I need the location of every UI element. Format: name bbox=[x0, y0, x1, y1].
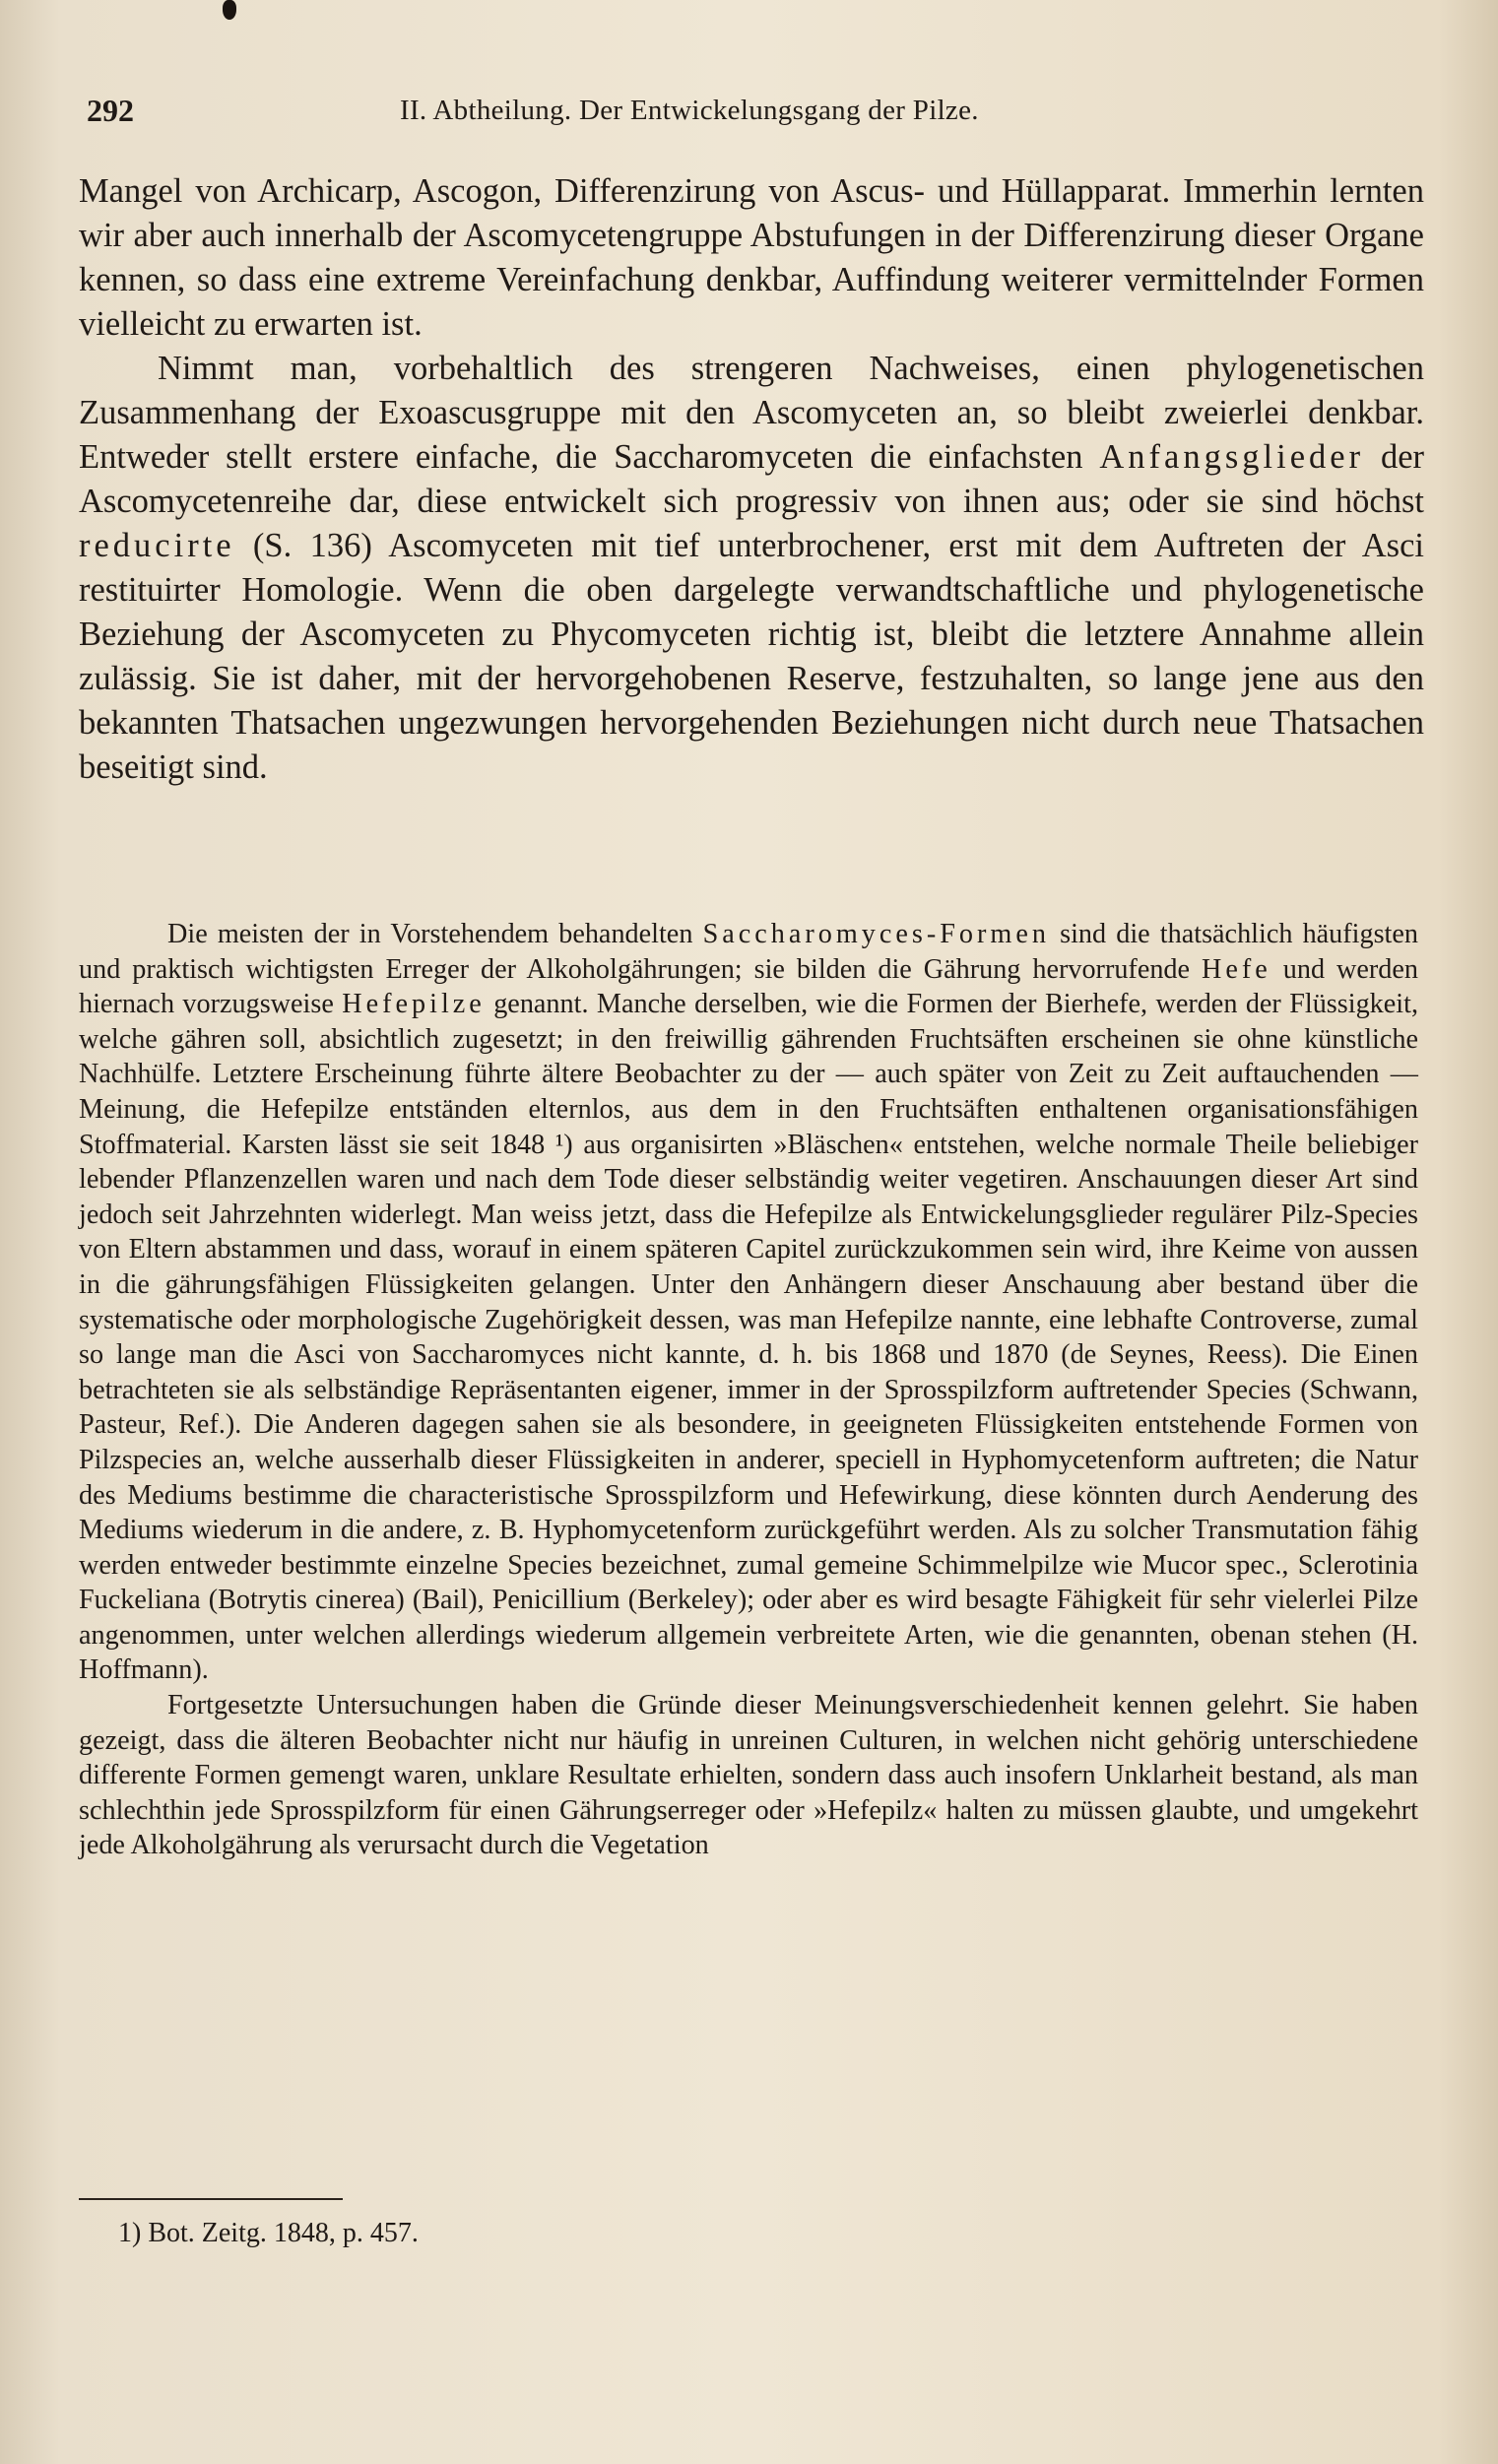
small-paragraph-2: Fortgesetzte Untersuchungen haben die Gründe dieser Meinungsverschiedenheit kennen gelehrt. Sie haben gezeigt, dass die älteren Beobachter nicht nur häufig in unreinen Culturen, in welchen nicht gehörig unterschiedene differente Formen gemengt waren, unklare Resultate erhielten, sondern dass auch insofern Unklarheit bestand, als man schlechthin jede Sprosspilzform für einen Gährungserreger oder »Hefepilz« halten zu müssen glaubte, und umgekehrt jede Alkoholgährung als verursacht durch die Vegetation bbox=[79, 1690, 1418, 1861]
emphasis-hefepilze: Hefepilze bbox=[342, 989, 486, 1020]
running-head: II. Abtheilung. Der Entwickelungsgang der Pilze. bbox=[400, 95, 979, 126]
paragraph-2 bbox=[79, 347, 1424, 790]
emphasis-reducirte: reducirte bbox=[79, 527, 235, 564]
emphasis-saccharomyces: Saccharomyces-Formen bbox=[702, 919, 1050, 949]
small-paragraph-1 bbox=[79, 917, 1418, 1688]
main-text bbox=[79, 169, 1424, 790]
footnote: 1) Bot. Zeitg. 1848, p. 457. bbox=[118, 2218, 419, 2248]
emphasis-hefe: Hefe bbox=[1202, 953, 1271, 985]
page-header bbox=[87, 91, 1409, 130]
small-paragraph-1-text-d: genannt. Manche derselben, wie die Formen der Bierhefe, werden der Flüssigkeit, welche gähren soll, absichtlich zugesetzt; in den freiwillig gährenden Fruchtsäften erscheinen sie ohne künstliche Nachhülfe. Letztere Erscheinung führte ältere Beobachter zu der — auch später von Zeit zu Zeit auftauchenden — Meinung, die Hefepilze entständen elternlos, aus dem in den Fruchtsäften enthaltenen organisationsfähigen Stoffmaterial. Karsten lässt sie seit 1848 ¹) aus organisirten »Bläschen« entstehen, welche normale Theile beliebiger lebender Pflanzenzellen waren und nach dem Tode dieser selbständig weiter vegetiren. Anschauungen dieser Art sind jedoch seit Jahrzehnten widerlegt. Man weiss jetzt, dass die Hefepilze als Entwickelungsglieder regulärer Pilz-Species von Eltern abstammen und dass, worauf in einem späteren Capitel zurückzukommen sein wird, ihre Keime von aussen in die gährungsfähigen Flüssigkeiten gelangen. Unter den Anhängern dieser Anschauung aber bestand über die systematische oder morphologische Zugehörigkeit dessen, was man Hefepilze nannte, eine lebhafte Controverse, zumal so lange man die Asci von Saccharomyces nicht kannte, d. h. bis 1868 und 1870 (de Seynes, Reess). Die Einen betrachteten sie als selbständige Repräsentanten eigener, immer in der Sprosspilzform auftretender Species (Schwann, Pasteur, Ref.). Die Anderen dagegen sahen sie als besondere, in geeigneten Flüssigkeiten entstehende Formen von Pilzspecies an, welche ausserhalb dieser Flüssigkeiten in anderer, speciell in Hyphomycetenform auftreten; die Natur des Mediums bestimme die characteristische Sprosspilzform und Hefewirkung, diese könnten durch Aenderung des Mediums wiederum in die andere, z. B. Hyphomycetenform zurückgeführt werden. Als zu solcher Transmutation fähig werden entweder bestimmte einzelne Species bezeichnet, zumal gemeine Schimmelpilze wie Mucor spec., Sclerotinia Fuckeliana (Botrytis cinerea) (Bail), Penicillium (Berkeley); oder aber es wird besagte Fähigkeit für sehr vielerlei Pilze angenommen, unter welchen allerdings wiederum allgemein verbreitete Arten, wie die genannten, obenan stehen (H. Hoffmann). bbox=[79, 989, 1418, 1686]
paragraph-2-text-a: Nimmt man, vorbehaltlich des strengeren Nachweises, einen phylogenetischen Zusammenhang der Exoascusgruppe mit den Ascomyceten an, so bleibt zweierlei denkbar. Entweder stellt erstere einfache, die Saccharomyceten die einfachsten bbox=[79, 350, 1424, 476]
paragraph-1: Mangel von Archicarp, Ascogon, Differenzirung von Ascus- und Hüllapparat. Immerhin lernten wir aber auch innerhalb der Ascomycetengruppe Abstufungen in der Differenzirung dieser Organe kennen, so dass eine extreme Vereinfachung denkbar, Auffindung weiterer vermittelnder Formen vielleicht zu erwarten ist. bbox=[79, 172, 1424, 343]
small-paragraph-1-text-b: sind die thatsächlich häufigsten und praktisch wichtigsten Erreger der Alkoholgährungen; sie bilden die Gährung hervorrufende bbox=[79, 919, 1418, 985]
small-paragraph-1-text-c: und werden hiernach vorzugsweise bbox=[79, 953, 1418, 1020]
small-print-section bbox=[79, 917, 1418, 1863]
page-number: 292 bbox=[87, 93, 134, 128]
ink-spot bbox=[223, 0, 236, 20]
footnote-rule bbox=[79, 2198, 343, 2200]
paragraph-2-text-c: (S. 136) Ascomyceten mit tief unterbrochener, erst mit dem Auftreten der Asci restituirter Homologie. Wenn die oben dargelegte verwandtschaftliche und phylogenetische Beziehung der Ascomyceten zu Phycomyceten richtig ist, bleibt die letztere Annahme allein zulässig. Sie ist daher, mit der hervorgehobenen Reserve, festzuhalten, so lange jene aus den bekannten Thatsachen ungezwungen hervorgehenden Beziehungen nicht durch neue Thatsachen beseitigt sind. bbox=[79, 527, 1424, 786]
paragraph-2-text-b: der Ascomycetenreihe dar, diese entwickelt sich progressiv von ihnen aus; oder sie sind höchst bbox=[79, 438, 1424, 520]
small-paragraph-1-text-a: Die meisten der in Vorstehendem behandelten bbox=[167, 919, 703, 949]
emphasis-anfangsglieder: Anfangsglieder bbox=[1099, 438, 1365, 476]
